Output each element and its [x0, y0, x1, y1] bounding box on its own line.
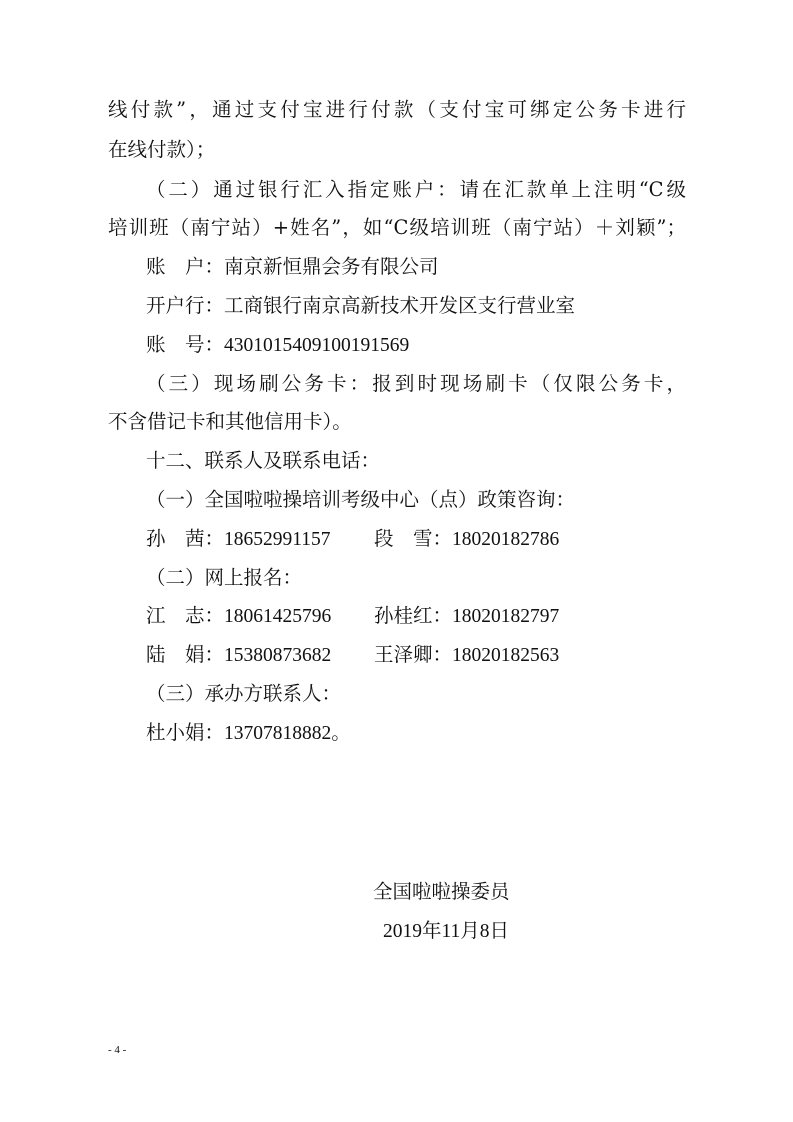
contact-entry: [146, 525, 331, 554]
contact-host-heading: （三）承办方联系人：: [146, 682, 342, 705]
contact-entry: [374, 641, 559, 670]
contact-phone: 15380873682: [224, 645, 332, 666]
contact-phone: 18061425796: [224, 606, 332, 627]
signature-organization: 全国啦啦操委员: [373, 880, 510, 903]
contact-suffix: 。: [331, 721, 351, 744]
page-number: - 4 -: [108, 1044, 127, 1056]
contact-phone: 13707818882: [224, 723, 332, 744]
paragraph-bank-transfer-line2: 培训班（南宁站）+姓名”，如“C级培训班（南宁站）＋刘颖”；: [108, 216, 686, 239]
contact-name: 孙桂红：: [374, 604, 453, 627]
paragraph-payment-online-line1: 线付款”，通过支付宝进行付款（支付宝可绑定公务卡进行: [108, 98, 686, 121]
contact-phone: 18020182563: [452, 645, 560, 666]
contact-entry: [374, 525, 559, 554]
paragraph-card-payment-line2: 不含借记卡和其他信用卡）。: [108, 410, 352, 433]
contact-name: 段 雪：: [374, 527, 453, 550]
paragraph-card-payment-line1: （三）现场刷公务卡：报到时现场刷卡（仅限公务卡，: [146, 372, 686, 395]
account-number-label: 账 号：: [146, 333, 225, 356]
contact-name: 杜小娟：: [146, 721, 225, 744]
contact-entry: [146, 602, 331, 631]
contact-phone: 18020182786: [452, 529, 560, 550]
paragraph-bank-transfer-line1: （二）通过银行汇入指定账户：请在汇款单上注明“C级: [146, 178, 686, 201]
contact-name: 王泽卿：: [374, 643, 453, 666]
contact-name: 陆 娟：: [146, 643, 225, 666]
contact-phone: 18652991157: [224, 529, 331, 550]
paragraph-payment-online-line2: 在线付款）；: [108, 138, 216, 161]
contact-online-heading: （二）网上报名：: [146, 566, 303, 589]
account-number-row: [146, 331, 409, 360]
account-number: 4301015409100191569: [224, 335, 410, 356]
contact-name: 江 志：: [146, 604, 225, 627]
signature-date: 2019年11月8日: [383, 921, 510, 942]
bank-name: 开户行：工商银行南京高新技术开发区支行营业室: [146, 294, 576, 317]
contact-entry: [146, 641, 331, 670]
contact-phone: 18020182797: [452, 606, 560, 627]
contact-host-row: [146, 719, 351, 748]
contact-entry: [374, 602, 559, 631]
contact-policy-heading: （一）全国啦啦操培训考级中心（点）政策咨询：: [146, 488, 576, 511]
section-twelve-heading: 十二、联系人及联系电话：: [146, 449, 381, 472]
contact-name: 孙 茜：: [146, 527, 225, 550]
account-name: 账 户：南京新恒鼎会务有限公司: [146, 255, 439, 278]
